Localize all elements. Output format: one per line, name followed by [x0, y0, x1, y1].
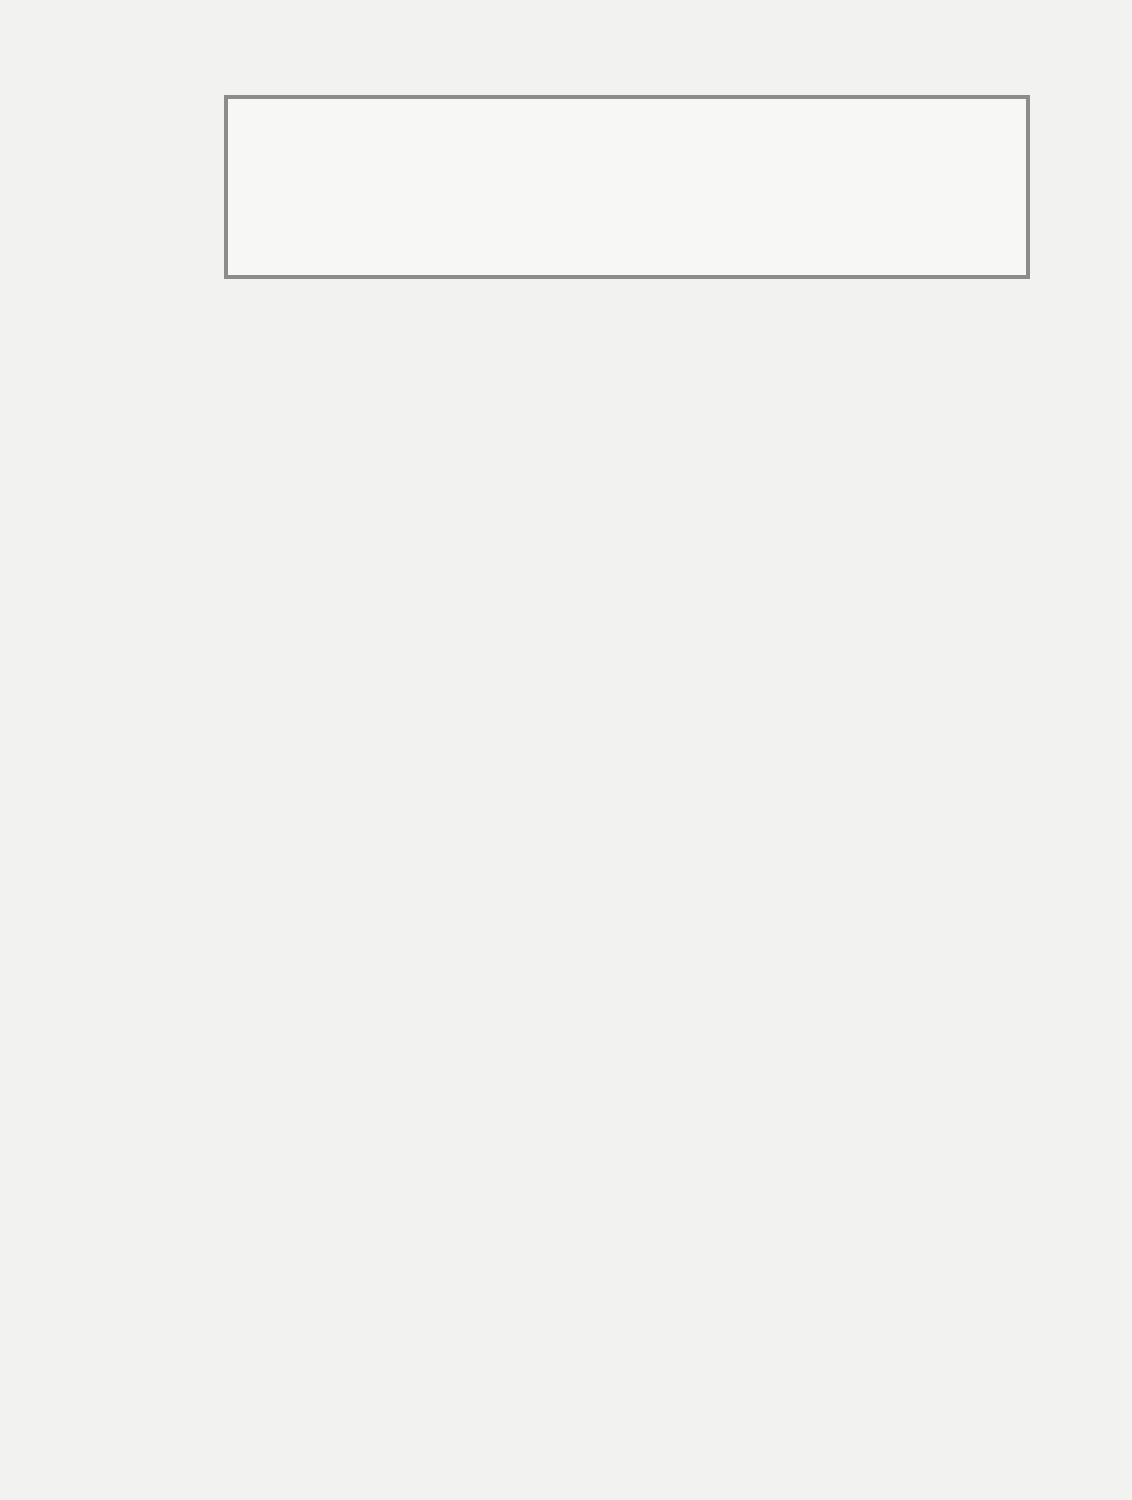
closing-ornament — [465, 1210, 775, 1292]
ornament-pattern — [228, 99, 1026, 275]
greek-key-ornament-band — [224, 95, 1030, 279]
